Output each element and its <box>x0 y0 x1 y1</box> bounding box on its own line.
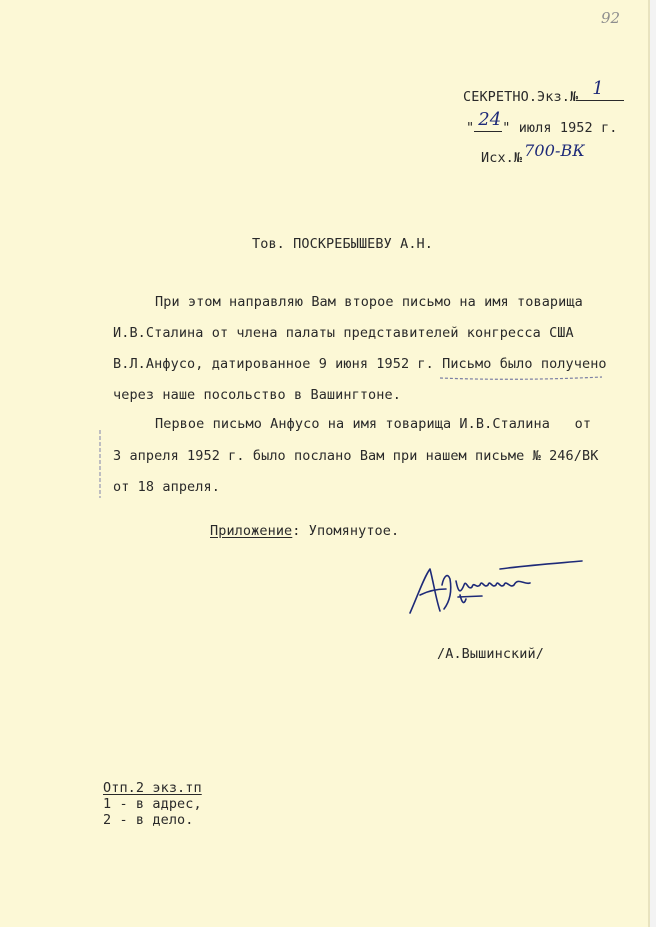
attachment-line <box>210 523 399 539</box>
attachment-label: Приложение <box>210 523 293 539</box>
attachment-text: : Упомянутое. <box>292 523 400 539</box>
distribution-line: 2 - в дело. <box>103 812 194 828</box>
date-rest: июля 1952 г. <box>518 120 618 136</box>
paragraph-1-line: через наше посольство в Вашингтоне. <box>113 387 401 403</box>
secret-stamp-line <box>463 78 624 105</box>
paragraph-2-line: от 18 апреля. <box>113 479 220 495</box>
paragraph-2-line: Первое письмо Анфусо на имя товарища И.В.Сталина от <box>155 416 592 432</box>
distribution-title: Отп.2 экз.тп <box>103 780 202 796</box>
signature-name: /А.Вышинский/ <box>437 646 544 662</box>
date-line: " 24 " июля 1952 г. <box>466 109 618 136</box>
distribution-line: 1 - в адрес, <box>103 796 202 812</box>
copy-number-blank <box>578 78 624 101</box>
pencil-underline-mark <box>438 373 604 383</box>
outgoing-number-blank <box>522 141 598 162</box>
outgoing-label: Исх.№ <box>481 150 523 166</box>
date-day: 24 <box>478 109 502 130</box>
copy-number: 1 <box>592 78 604 99</box>
paragraph-1-line: В.Л.Анфусо, датированное 9 июня 1952 г. Письмо было получено <box>113 356 607 372</box>
paragraph-2-line: 3 апреля 1952 г. было послано Вам при нашем письме № 246/ВК <box>113 448 599 464</box>
date-day-blank <box>474 109 502 132</box>
page-number: 92 <box>601 9 621 27</box>
outgoing-number: 700-ВК <box>524 141 585 160</box>
paragraph-1-line: И.В.Сталина от члена палаты представителей конгресса США <box>113 325 574 341</box>
paragraph-1-line: При этом направляю Вам второе письмо на имя товарища <box>155 294 583 310</box>
margin-pencil-mark <box>96 428 104 500</box>
outgoing-line <box>481 141 598 166</box>
scan-edge <box>650 0 656 927</box>
addressee: Тов. ПОСКРЕБЫШЕВУ А.Н. <box>252 236 434 252</box>
secret-label: СЕКРЕТНО.Экз.№ <box>463 89 579 105</box>
handwritten-signature <box>400 555 590 625</box>
